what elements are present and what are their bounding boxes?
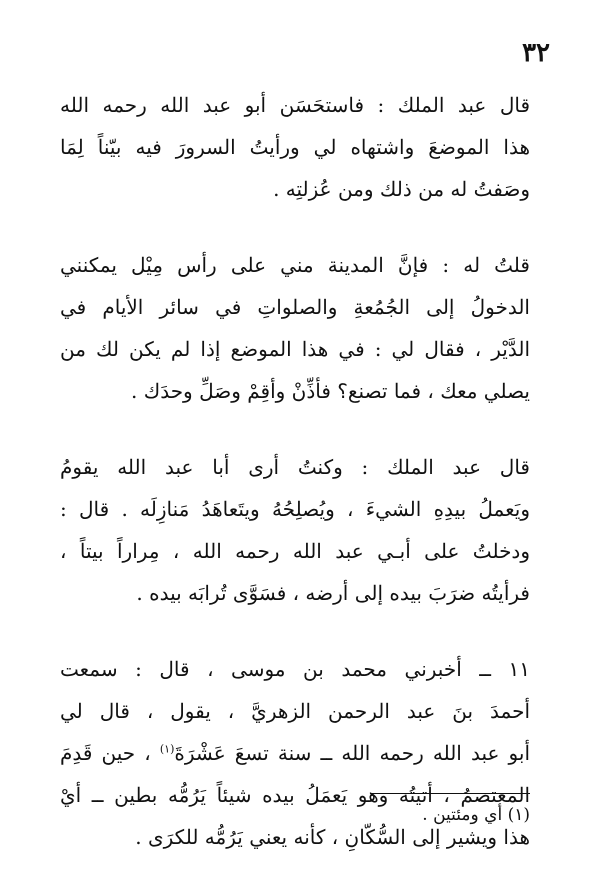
text-line: وصَفتُ له من ذلك ومن عُزلتِه . <box>273 177 530 201</box>
paragraph <box>60 244 530 412</box>
text-line: قال عبد الملك : وكنتُ أرى أبا عبد الله يقومُ <box>60 455 530 479</box>
text-line: قال عبد الملك : فاستحَسَن أبو عبد الله رحمه الله <box>60 93 530 117</box>
paragraph-gap <box>60 412 530 446</box>
footnote-divider <box>370 793 530 794</box>
text-line: الدخولُ إلى الجُمُعةِ والصلواتِ في سائر الأيام في <box>60 295 530 319</box>
text-line: الدَّيْر ، فقال لي : في هذا الموضع إذا لم يكن لك من <box>60 337 530 361</box>
paragraph <box>60 84 530 210</box>
text-line: ١١ ــ أخبرني محمد بن موسى ، قال : سمعت <box>60 657 530 681</box>
text-segment: أبو عبد الله رحمه الله ــ سنة تسعَ عَشْرَةَ <box>174 741 530 765</box>
text-line: ودخلتُ على أبـي عبد الله رحمه الله ، مِراراً بيتاً ، <box>60 539 530 563</box>
text-line: يصلي معك ، فما تصنع؟ فأذِّنْ وأقِمْ وصَلِّ وحدَك . <box>131 379 530 403</box>
footnote: (١) أي ومئتين . <box>422 805 530 825</box>
text-line: هذا الموضعَ واشتهاه لي ورأيتُ السرورَ فيه بيّناً لِمَا <box>60 135 530 159</box>
text-segment: ، حين قَدِمَ <box>60 741 151 765</box>
text-line: المعتصمُ ، أتيتُه وهو يَعمَلُ بيده شيئاً يَرُمُّه بطين ــ أيْ <box>60 783 530 807</box>
paragraph-gap <box>60 614 530 648</box>
text-line: فرأيتُه ضرَبَ بيده إلى أرضه ، فسَوَّى تُرابَه بيده . <box>136 581 530 605</box>
text-line: أحمدَ بنَ عبد الرحمن الزهريَّ ، يقول ، قال لي <box>60 699 530 723</box>
page-number: ٣٢ <box>522 38 550 68</box>
text-line: ويَعملُ بيدِهِ الشيءَ ، ويُصلِحُهُ ويتَعاهَدُ مَنازِلَه . قال : <box>60 497 530 521</box>
footnote-marker: (١) <box>159 742 175 756</box>
main-text <box>60 84 530 858</box>
text-line: هذا ويشير إلى السُّكّانِ ، كأنه يعني يَرُمُّه للكرَى . <box>135 825 530 849</box>
paragraph <box>60 446 530 614</box>
text-line: قلتُ له : فإنَّ المدينة مني على رأس مِيْل يمكنني <box>60 253 530 277</box>
paragraph-gap <box>60 210 530 244</box>
text-line-with-footnote <box>60 732 530 774</box>
